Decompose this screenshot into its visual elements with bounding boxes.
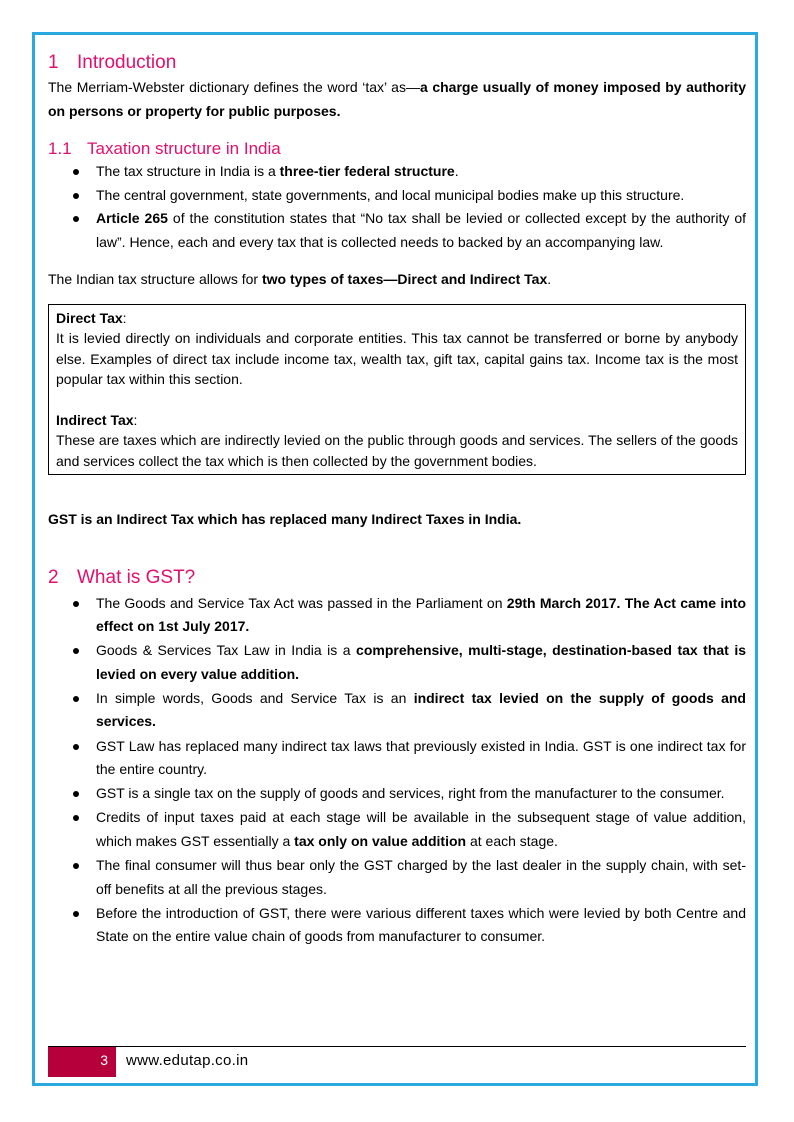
list-item (48, 207, 746, 254)
section-heading-what-is-gst (48, 565, 746, 591)
list-item (48, 184, 746, 208)
intro-paragraph (48, 76, 746, 123)
tax-types-box (48, 304, 746, 476)
list-item (48, 687, 746, 734)
text: The tax structure in India is a (96, 163, 280, 179)
list-item (48, 160, 746, 184)
subsection-title: Taxation structure in India (87, 139, 281, 158)
text: . (547, 271, 552, 287)
footer-url[interactable]: www.edutap.co.in (126, 1052, 249, 1069)
tax-types-paragraph (48, 268, 746, 292)
bold-text: three-tier federal structure (279, 163, 455, 179)
text: GST is a single tax on the supply of goods and services, right from the manufacturer to the consumer. (96, 785, 725, 802)
indirect-tax-text: These are taxes which are indirectly levied on the public through goods and services. The sellers of the goods and services collect the tax which is then collected by the government bodies. (56, 432, 738, 469)
list-item (48, 854, 746, 901)
page-footer (48, 1046, 746, 1077)
direct-tax-text: It is levied directly on individuals and corporate entities. This tax cannot be transferred or borne by anybody else. Examples of direct tax include income tax, wealth tax, gift tax, capital gains tax. Income tax is the most popular tax within this section. (56, 330, 738, 387)
tax-definition: a charge usually of money imposed by authority on persons or property for public purposes. (48, 79, 747, 119)
bold-text: tax only on value addition (294, 832, 467, 849)
gst-summary-line (48, 508, 746, 532)
bold-text: Direct Tax (56, 309, 123, 326)
text: at each stage. (466, 832, 558, 849)
text: The final consumer will thus bear only the GST charged by the last dealer in the supply chain, with set-off benefits at all the previous stages. (96, 857, 746, 897)
section-heading-introduction (48, 50, 746, 76)
taxation-bullet-list (48, 160, 746, 254)
bold-text: GST is an Indirect Tax which has replaced many Indirect Taxes in India. (48, 511, 522, 527)
list-item (48, 592, 746, 639)
text: GST Law has replaced many indirect tax laws that previously existed in India. GST is one indirect tax for the entire country. (96, 737, 746, 778)
list-item (48, 735, 746, 782)
section-title: What is GST? (77, 566, 196, 588)
bold-text: indirect tax levied on the supply of goods and services. (96, 689, 746, 730)
list-item (48, 782, 746, 806)
bold-text: comprehensive, multi-stage, destination-based tax that is levied on every value addition. (96, 642, 746, 682)
section-title: Introduction (77, 52, 177, 73)
bold-text: Article 265 (96, 210, 168, 226)
page-number-box (48, 1047, 116, 1077)
text: . (454, 163, 459, 179)
bold-text: two types of taxes—Direct and Indirect Tax (262, 271, 548, 287)
text: The central government, state governments, and local municipal bodies make up this structure. (96, 186, 685, 203)
text: of the constitution states that “No tax shall be levied or collected except by the authority of law”. Hence, each and every tax that is collected needs to backed by an accompanying law. (96, 210, 746, 250)
text: In simple words, Goods and Service Tax is an (96, 689, 414, 706)
subsection-heading-taxation (48, 138, 746, 160)
bold-text: 29th March 2017. The Act came into effect on 1st July 2017. (96, 594, 746, 635)
page-content (48, 48, 746, 949)
text: Credits of input taxes paid at each stage will be available in the subsequent stage of value addition, which makes GST essentially a (96, 809, 746, 849)
page-number: 3 (100, 1052, 108, 1068)
direct-tax-title: Direct Tax: (56, 309, 127, 326)
list-item (48, 902, 746, 949)
text: Goods & Services Tax Law in India is a (96, 642, 357, 659)
list-item (48, 806, 746, 853)
intro-text: The Merriam-Webster dictionary defines the word ‘tax’ as— (48, 79, 420, 95)
list-item (48, 639, 746, 686)
bold-text: Indirect Tax (56, 411, 134, 428)
text: Before the introduction of GST, there were various different taxes which were levied by both Centre and State on the entire value chain of goods from manufacturer to consumer. (96, 904, 746, 945)
section-number: 1 (48, 52, 59, 73)
text: The Goods and Service Tax Act was passed in the Parliament on (96, 594, 507, 611)
gst-bullet-list (48, 592, 746, 949)
indirect-tax-title: Indirect Tax: (56, 411, 138, 428)
text: The Indian tax structure allows for (48, 271, 262, 287)
section-number: 2 (48, 566, 59, 588)
subsection-number: 1.1 (48, 139, 72, 158)
